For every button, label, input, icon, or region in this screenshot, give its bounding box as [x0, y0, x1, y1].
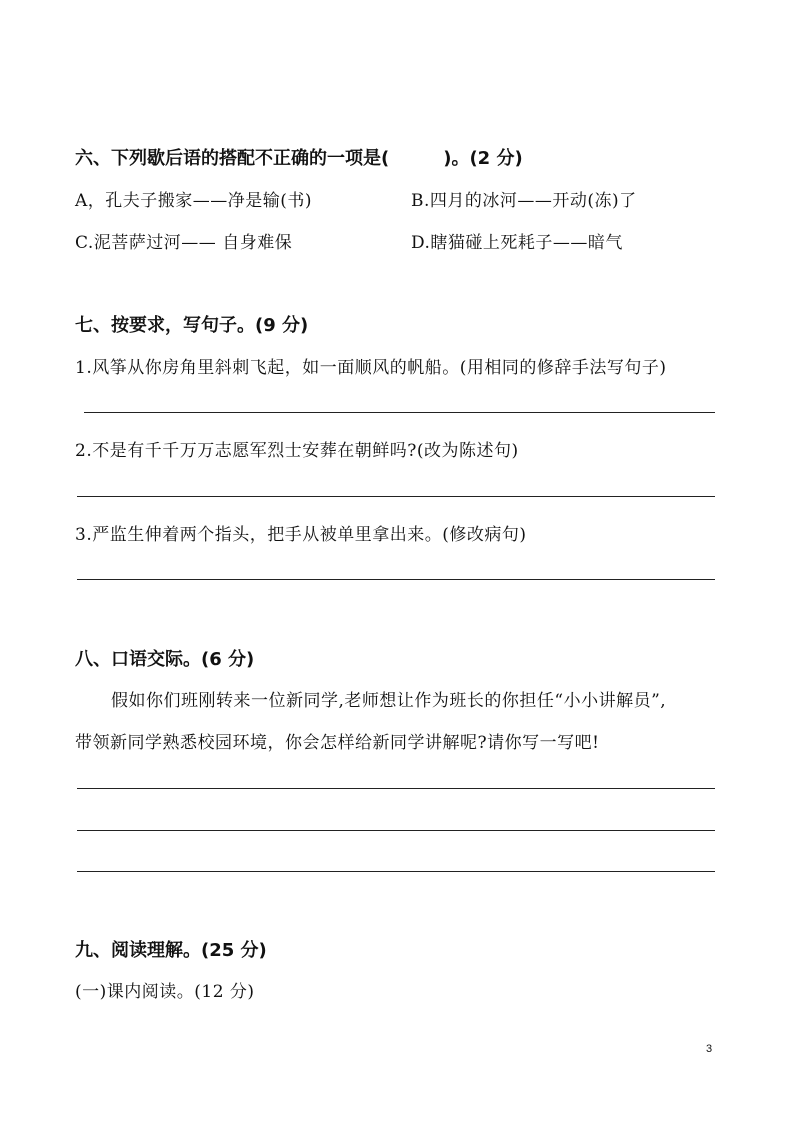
answer-line-1[interactable] [84, 412, 715, 413]
prompt-line-1: 假如你们班刚转来一位新同学,老师想让作为班长的你担任“小小讲解员”, [111, 691, 667, 711]
answer-line-2[interactable] [77, 496, 715, 497]
option-a: A，孔夫子搬家——净是输(书) [75, 191, 313, 211]
section-7-heading: 七、按要求，写句子。(9 分) [75, 315, 309, 336]
answer-line-3[interactable] [77, 579, 715, 580]
section-9-heading: 九、阅读理解。(25 分) [75, 940, 267, 961]
section-6-heading: 六、下列歇后语的搭配不正确的一项是( )。(2 分) [75, 148, 523, 169]
question-2: 2.不是有千千万万志愿军烈士安葬在朝鲜吗?(改为陈述句) [75, 441, 519, 461]
question-1: 1.风筝从你房角里斜刺飞起，如一面顺风的帆船。(用相同的修辞手法写句子) [75, 358, 667, 378]
page-number: 3 [706, 1043, 713, 1055]
question-3: 3.严监生伸着两个指头，把手从被单里拿出来。(修改病句) [75, 525, 527, 545]
option-b: B.四月的冰河——开动(冻)了 [411, 191, 637, 211]
prompt-line-2: 带领新同学熟悉校园环境，你会怎样给新同学讲解呢?请你写一写吧! [75, 733, 600, 753]
option-d: D.瞎猫碰上死耗子——暗气 [411, 233, 623, 253]
writing-line-1[interactable] [77, 788, 715, 789]
writing-line-3[interactable] [77, 871, 715, 872]
option-c: C.泥菩萨过河—— 自身难保 [75, 233, 293, 253]
writing-line-2[interactable] [77, 830, 715, 831]
subsection-heading: (一)课内阅读。(12 分) [75, 982, 255, 1002]
section-8-heading: 八、口语交际。(6 分) [75, 649, 255, 670]
